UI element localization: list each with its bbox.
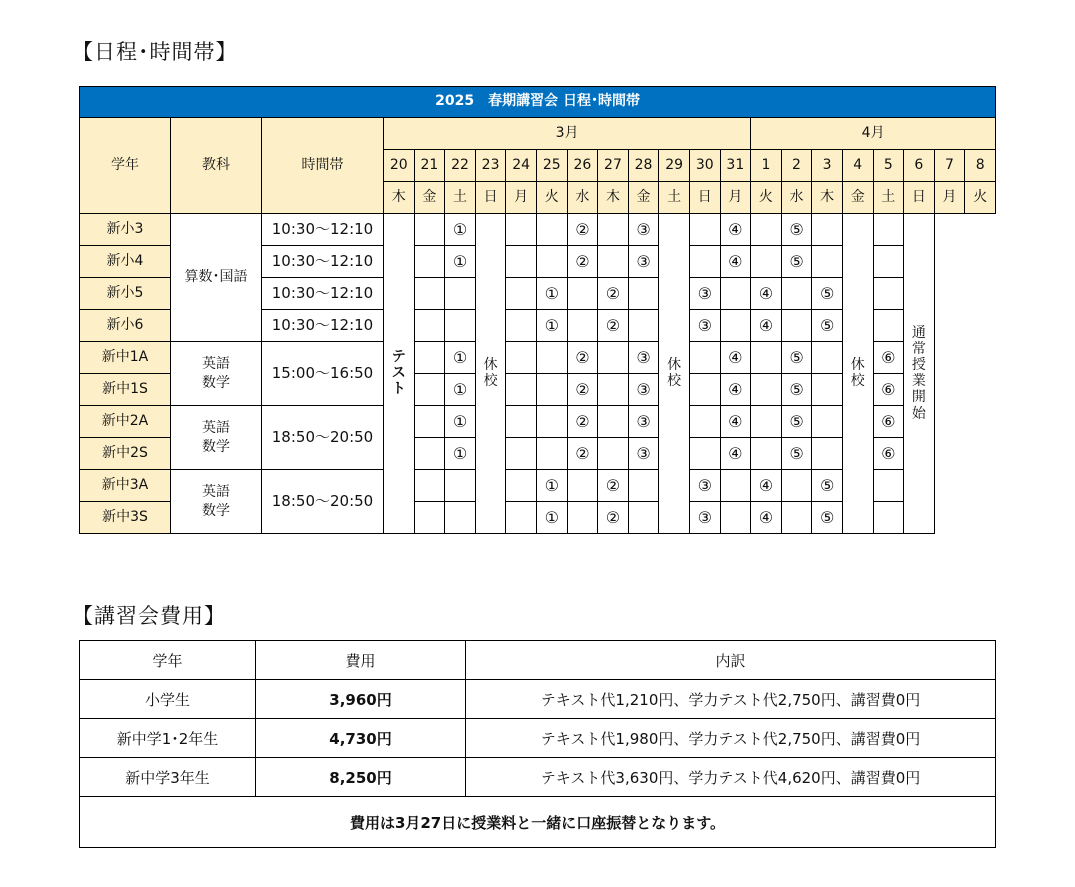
session-cell: ② (598, 470, 629, 502)
subject-line: 英語 (202, 356, 230, 373)
vertical-char: 校 (850, 373, 865, 390)
closed-cell (842, 214, 873, 534)
date-cell: 3 (812, 150, 843, 182)
time-cell: 10:30～12:10 (262, 214, 384, 246)
session-cell: ② (598, 310, 629, 342)
weekday-cell: 木 (598, 182, 629, 214)
fee-breakdown: テキスト代1,980円、学力テスト代2,750円、講習費0円 (466, 719, 996, 758)
session-cell: ③ (689, 470, 720, 502)
fee-row (80, 680, 996, 719)
fees-col-breakdown: 内訳 (466, 641, 996, 680)
session-cell: ④ (720, 438, 751, 470)
session-cell (414, 502, 445, 534)
session-cell (812, 406, 843, 438)
session-cell: ④ (751, 470, 782, 502)
session-cell (414, 246, 445, 278)
session-cell: ① (445, 438, 476, 470)
session-cell (781, 502, 812, 534)
session-cell (536, 246, 567, 278)
session-cell: ⑥ (873, 438, 904, 470)
session-cell (445, 310, 476, 342)
session-cell (812, 214, 843, 246)
regular-start-cell (904, 214, 935, 534)
grade-cell: 新小5 (80, 278, 171, 310)
session-cell (689, 406, 720, 438)
date-cell: 29 (659, 150, 690, 182)
session-cell (873, 214, 904, 246)
session-cell: ⑤ (781, 406, 812, 438)
session-cell (873, 246, 904, 278)
vertical-char: 通 (911, 325, 926, 342)
fee-amount: 8,250円 (256, 758, 466, 797)
vertical-char: ト (391, 381, 406, 398)
closed-cell (475, 214, 506, 534)
session-cell: ⑥ (873, 406, 904, 438)
session-cell: ① (445, 214, 476, 246)
subject-line: 英語 (202, 420, 230, 437)
time-cell: 10:30～12:10 (262, 310, 384, 342)
date-cell: 26 (567, 150, 598, 182)
vertical-char: 授 (911, 357, 926, 374)
date-cell: 4 (842, 150, 873, 182)
schedule-title: 2025 春期講習会 日程･時間帯 (80, 87, 996, 118)
subject-line: 英語 (202, 484, 230, 501)
session-cell: ⑤ (781, 246, 812, 278)
fee-grade: 新中学3年生 (80, 758, 256, 797)
session-cell (781, 278, 812, 310)
date-cell: 28 (628, 150, 659, 182)
grade-cell: 新中3A (80, 470, 171, 502)
session-cell: ① (536, 310, 567, 342)
grade-cell: 新中2A (80, 406, 171, 438)
session-cell (751, 214, 782, 246)
date-cell: 23 (475, 150, 506, 182)
fee-row (80, 758, 996, 797)
session-cell (751, 342, 782, 374)
session-cell: ③ (689, 310, 720, 342)
vertical-char: 業 (911, 373, 926, 390)
session-cell: ① (445, 246, 476, 278)
weekday-cell: 日 (475, 182, 506, 214)
fees-heading: 【講習会費用】 (72, 604, 226, 628)
session-cell: ② (567, 406, 598, 438)
date-cell: 6 (904, 150, 935, 182)
fee-grade: 新中学1･2年生 (80, 719, 256, 758)
session-cell (506, 406, 537, 438)
session-cell (720, 502, 751, 534)
date-cell: 27 (598, 150, 629, 182)
weekday-cell: 土 (445, 182, 476, 214)
session-cell (873, 278, 904, 310)
session-cell: ⑥ (873, 342, 904, 374)
session-cell (812, 342, 843, 374)
grade-cell: 新中3S (80, 502, 171, 534)
session-cell: ④ (720, 374, 751, 406)
session-cell (751, 374, 782, 406)
session-cell (720, 310, 751, 342)
time-cell: 10:30～12:10 (262, 278, 384, 310)
session-cell: ⑤ (812, 278, 843, 310)
session-cell: ⑤ (812, 502, 843, 534)
session-cell (751, 406, 782, 438)
session-cell: ⑤ (812, 310, 843, 342)
col-time-header: 時間帯 (262, 118, 384, 214)
subject-cell (171, 342, 262, 406)
session-cell (628, 502, 659, 534)
date-cell: 24 (506, 150, 537, 182)
weekday-cell: 火 (965, 182, 996, 214)
vertical-char: ス (391, 365, 406, 382)
fee-breakdown: テキスト代3,630円、学力テスト代4,620円、講習費0円 (466, 758, 996, 797)
date-cell: 22 (445, 150, 476, 182)
session-cell (812, 438, 843, 470)
session-cell (536, 374, 567, 406)
regular-start-cell-text (912, 325, 926, 422)
session-cell (689, 246, 720, 278)
session-cell: ④ (720, 406, 751, 438)
subject-line: 数学 (202, 374, 230, 391)
session-cell (506, 310, 537, 342)
time-cell: 10:30～12:10 (262, 246, 384, 278)
session-cell: ⑤ (781, 438, 812, 470)
fee-breakdown: テキスト代1,210円、学力テスト代2,750円、講習費0円 (466, 680, 996, 719)
vertical-char: 休 (667, 357, 682, 374)
month-april: 4月 (751, 118, 996, 150)
subject-cell (171, 470, 262, 534)
weekday-cell: 月 (934, 182, 965, 214)
session-cell (628, 470, 659, 502)
date-cell: 30 (689, 150, 720, 182)
month-march: 3月 (384, 118, 751, 150)
session-cell (598, 246, 629, 278)
date-cell: 2 (781, 150, 812, 182)
fees-col-fee: 費用 (256, 641, 466, 680)
session-cell: ③ (628, 438, 659, 470)
session-cell (445, 502, 476, 534)
session-cell (445, 278, 476, 310)
session-cell (414, 278, 445, 310)
weekday-cell: 水 (567, 182, 598, 214)
weekday-cell: 月 (506, 182, 537, 214)
fee-amount: 3,960円 (256, 680, 466, 719)
weekday-cell: 木 (812, 182, 843, 214)
session-cell (506, 438, 537, 470)
session-cell: ② (567, 246, 598, 278)
session-cell (445, 470, 476, 502)
grade-cell: 新小6 (80, 310, 171, 342)
date-cell: 20 (384, 150, 415, 182)
session-cell: ⑤ (781, 374, 812, 406)
session-cell: ③ (689, 278, 720, 310)
grade-cell: 新小4 (80, 246, 171, 278)
session-cell: ④ (720, 342, 751, 374)
weekday-cell: 木 (384, 182, 415, 214)
session-cell: ② (567, 342, 598, 374)
closed-cell-text (667, 357, 681, 389)
vertical-char: 校 (483, 373, 498, 390)
session-cell: ④ (720, 214, 751, 246)
weekday-cell: 水 (781, 182, 812, 214)
session-cell (812, 374, 843, 406)
session-cell (536, 214, 567, 246)
test-cell-text (392, 349, 406, 397)
session-cell (536, 406, 567, 438)
session-cell: ③ (628, 342, 659, 374)
weekday-cell: 火 (751, 182, 782, 214)
session-cell (506, 470, 537, 502)
session-cell (598, 342, 629, 374)
date-cell: 7 (934, 150, 965, 182)
session-cell (506, 278, 537, 310)
time-cell: 18:50～20:50 (262, 406, 384, 470)
session-cell (689, 214, 720, 246)
session-cell (567, 278, 598, 310)
session-cell: ③ (628, 214, 659, 246)
closed-cell-text (484, 357, 498, 389)
fee-grade: 小学生 (80, 680, 256, 719)
session-cell (506, 342, 537, 374)
vertical-char: 常 (911, 341, 926, 358)
grade-cell: 新中1S (80, 374, 171, 406)
session-cell: ① (536, 502, 567, 534)
session-cell (506, 374, 537, 406)
session-cell (414, 310, 445, 342)
time-cell: 18:50～20:50 (262, 470, 384, 534)
session-cell (414, 406, 445, 438)
vertical-char: 始 (911, 405, 926, 422)
session-cell (536, 438, 567, 470)
vertical-char: 休 (850, 357, 865, 374)
date-cell: 31 (720, 150, 751, 182)
session-cell: ⑥ (873, 374, 904, 406)
weekday-cell: 土 (873, 182, 904, 214)
session-cell: ② (598, 278, 629, 310)
session-cell (873, 470, 904, 502)
session-cell (414, 374, 445, 406)
session-cell (536, 342, 567, 374)
session-cell (567, 310, 598, 342)
weekday-cell: 日 (689, 182, 720, 214)
weekday-cell: 火 (536, 182, 567, 214)
session-cell (414, 214, 445, 246)
weekday-cell: 金 (842, 182, 873, 214)
col-grade-header: 学年 (80, 118, 171, 214)
session-cell: ① (536, 470, 567, 502)
session-cell (751, 246, 782, 278)
session-cell (812, 246, 843, 278)
closed-cell-text (851, 357, 865, 389)
session-cell (414, 342, 445, 374)
session-cell: ⑤ (781, 342, 812, 374)
session-cell (781, 310, 812, 342)
subject-cell (171, 406, 262, 470)
test-cell (384, 214, 415, 534)
session-cell: ① (445, 374, 476, 406)
session-cell: ① (445, 406, 476, 438)
fees-col-grade: 学年 (80, 641, 256, 680)
fees-note: 費用は3月27日に授業料と一緒に口座振替となります。 (80, 797, 996, 848)
vertical-char: 開 (911, 389, 926, 406)
subject-cell: 算数･国語 (171, 214, 262, 342)
session-cell: ③ (628, 246, 659, 278)
session-cell: ④ (751, 310, 782, 342)
session-cell (689, 438, 720, 470)
session-cell: ③ (628, 374, 659, 406)
session-cell (598, 374, 629, 406)
session-cell (781, 470, 812, 502)
subject-line: 数学 (202, 438, 230, 455)
session-cell (873, 502, 904, 534)
session-cell (751, 438, 782, 470)
weekday-cell: 金 (628, 182, 659, 214)
session-cell: ④ (751, 502, 782, 534)
session-cell: ④ (751, 278, 782, 310)
grade-cell: 新中2S (80, 438, 171, 470)
schedule-row (80, 214, 996, 246)
session-cell (506, 214, 537, 246)
session-cell (720, 278, 751, 310)
session-cell: ② (567, 214, 598, 246)
date-cell: 5 (873, 150, 904, 182)
fees-table (79, 640, 996, 848)
session-cell (414, 470, 445, 502)
vertical-char: テ (391, 349, 406, 366)
fee-row (80, 719, 996, 758)
schedule-table (79, 86, 996, 534)
session-cell (598, 214, 629, 246)
session-cell: ③ (689, 502, 720, 534)
session-cell: ② (598, 502, 629, 534)
session-cell: ⑤ (781, 214, 812, 246)
date-cell: 21 (414, 150, 445, 182)
session-cell (598, 406, 629, 438)
weekday-cell: 日 (904, 182, 935, 214)
session-cell: ② (567, 374, 598, 406)
vertical-char: 校 (667, 373, 682, 390)
vertical-char: 休 (483, 357, 498, 374)
session-cell: ③ (628, 406, 659, 438)
closed-cell (659, 214, 690, 534)
session-cell (414, 438, 445, 470)
subject-line: 数学 (202, 502, 230, 519)
date-cell: 25 (536, 150, 567, 182)
session-cell: ⑤ (812, 470, 843, 502)
weekday-cell: 土 (659, 182, 690, 214)
fee-amount: 4,730円 (256, 719, 466, 758)
session-cell (628, 310, 659, 342)
session-cell: ② (567, 438, 598, 470)
session-cell (506, 246, 537, 278)
session-cell (567, 470, 598, 502)
session-cell (598, 438, 629, 470)
date-cell: 8 (965, 150, 996, 182)
grade-cell: 新小3 (80, 214, 171, 246)
grade-cell: 新中1A (80, 342, 171, 374)
session-cell (873, 310, 904, 342)
session-cell (506, 502, 537, 534)
weekday-cell: 金 (414, 182, 445, 214)
weekday-cell: 月 (720, 182, 751, 214)
session-cell (720, 470, 751, 502)
session-cell (628, 278, 659, 310)
session-cell (567, 502, 598, 534)
time-cell: 15:00～16:50 (262, 342, 384, 406)
schedule-heading: 【日程･時間帯】 (72, 40, 238, 64)
session-cell: ④ (720, 246, 751, 278)
col-subject-header: 教科 (171, 118, 262, 214)
session-cell (689, 374, 720, 406)
session-cell (689, 342, 720, 374)
date-cell: 1 (751, 150, 782, 182)
session-cell: ① (445, 342, 476, 374)
session-cell: ① (536, 278, 567, 310)
